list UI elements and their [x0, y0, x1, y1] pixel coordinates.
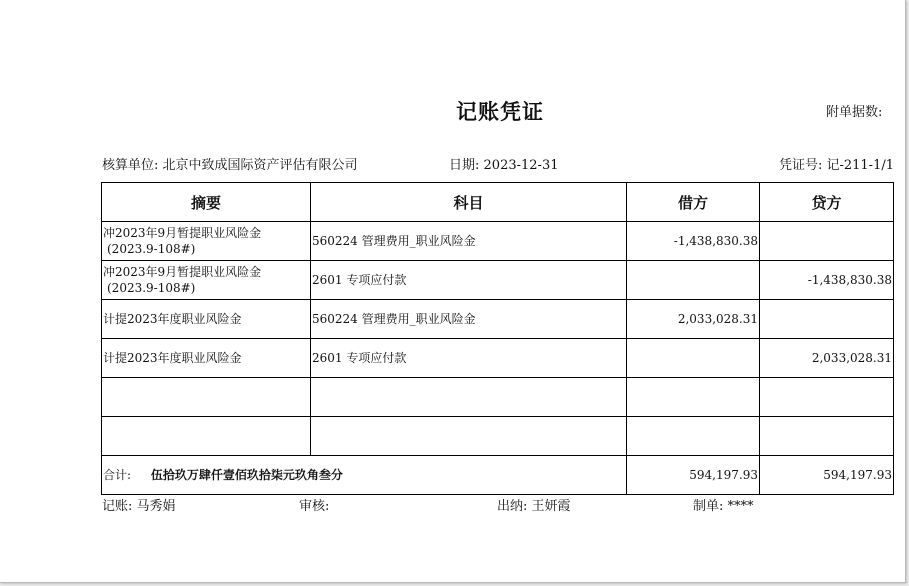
summary-cell — [102, 261, 311, 300]
attachments-label: 附单据数: — [826, 105, 883, 120]
total-amount-words: 伍拾玖万肆仟壹佰玖拾柒元玖角叁分 — [150, 468, 343, 482]
cashier — [497, 495, 571, 514]
cashier-label: 出纳: — [497, 499, 528, 514]
debit-cell: 2,033,028.31 — [627, 300, 760, 339]
accounting-unit-value: 北京中致成国际资产评估有限公司 — [162, 158, 358, 173]
credit-cell: -1,438,830.38 — [760, 261, 894, 300]
summary-cell — [102, 378, 311, 417]
credit-column-header: 贷方 — [760, 183, 894, 222]
credit-cell — [760, 300, 894, 339]
accounting-unit — [102, 154, 358, 173]
voucher-number-label: 凭证号: — [778, 158, 823, 173]
voucher-date-label: 日期: — [449, 158, 480, 173]
table-row — [102, 339, 894, 378]
table-row — [102, 222, 894, 261]
summary-column-header: 摘要 — [102, 183, 311, 222]
summary-cell — [102, 222, 311, 261]
voucher-date — [449, 154, 558, 173]
page-title: 记账凭证 — [456, 100, 544, 124]
account-column-header: 科目 — [311, 183, 627, 222]
total-credit: 594,197.93 — [760, 456, 894, 495]
table-row — [102, 417, 894, 456]
table-row — [102, 378, 894, 417]
account-cell: 560224 管理费用_职业风险金 — [311, 222, 627, 261]
account-cell: 560224 管理费用_职业风险金 — [311, 300, 627, 339]
summary-cell — [102, 417, 311, 456]
total-row — [102, 456, 894, 495]
credit-cell — [760, 222, 894, 261]
voucher-number — [779, 154, 894, 173]
summary-text: 冲2023年9月暂提职业风险金 — [103, 265, 262, 279]
preparer — [693, 495, 754, 514]
summary-reference: (2023.9-108#) — [107, 281, 196, 295]
voucher-date-value: 2023-12-31 — [483, 158, 559, 173]
table-header-row — [102, 183, 894, 222]
total-label: 合计: — [103, 468, 132, 482]
summary-text: 计提2023年度职业风险金 — [103, 351, 242, 365]
debit-cell — [627, 261, 760, 300]
preparer-label: 制单: — [693, 499, 724, 514]
debit-cell — [627, 417, 760, 456]
credit-cell — [760, 417, 894, 456]
reviewer — [299, 495, 329, 514]
debit-cell: -1,438,830.38 — [627, 222, 760, 261]
summary-text: 冲2023年9月暂提职业风险金 — [103, 226, 262, 240]
table-row — [102, 261, 894, 300]
credit-cell — [760, 378, 894, 417]
account-cell — [311, 417, 627, 456]
summary-cell — [102, 339, 311, 378]
debit-cell — [627, 378, 760, 417]
account-cell — [311, 378, 627, 417]
summary-cell — [102, 300, 311, 339]
debit-cell — [627, 339, 760, 378]
voucher-table — [101, 182, 894, 495]
account-cell: 2601 专项应付款 — [311, 339, 627, 378]
reviewer-label: 审核: — [299, 499, 330, 514]
summary-reference: (2023.9-108#) — [107, 242, 196, 256]
bookkeeper-value: 马秀娟 — [136, 499, 176, 514]
bookkeeper — [102, 495, 176, 514]
total-words-cell — [102, 456, 627, 495]
accounting-unit-label: 核算单位: — [102, 158, 159, 173]
credit-cell: 2,033,028.31 — [760, 339, 894, 378]
cashier-value: 王妍霞 — [531, 499, 571, 514]
bookkeeper-label: 记账: — [102, 499, 133, 514]
preparer-value: **** — [727, 499, 754, 514]
table-row — [102, 300, 894, 339]
account-cell: 2601 专项应付款 — [311, 261, 627, 300]
voucher-number-value: 记-211-1/1 — [826, 158, 894, 173]
debit-column-header: 借方 — [627, 183, 760, 222]
total-debit: 594,197.93 — [627, 456, 760, 495]
summary-text: 计提2023年度职业风险金 — [103, 312, 242, 326]
